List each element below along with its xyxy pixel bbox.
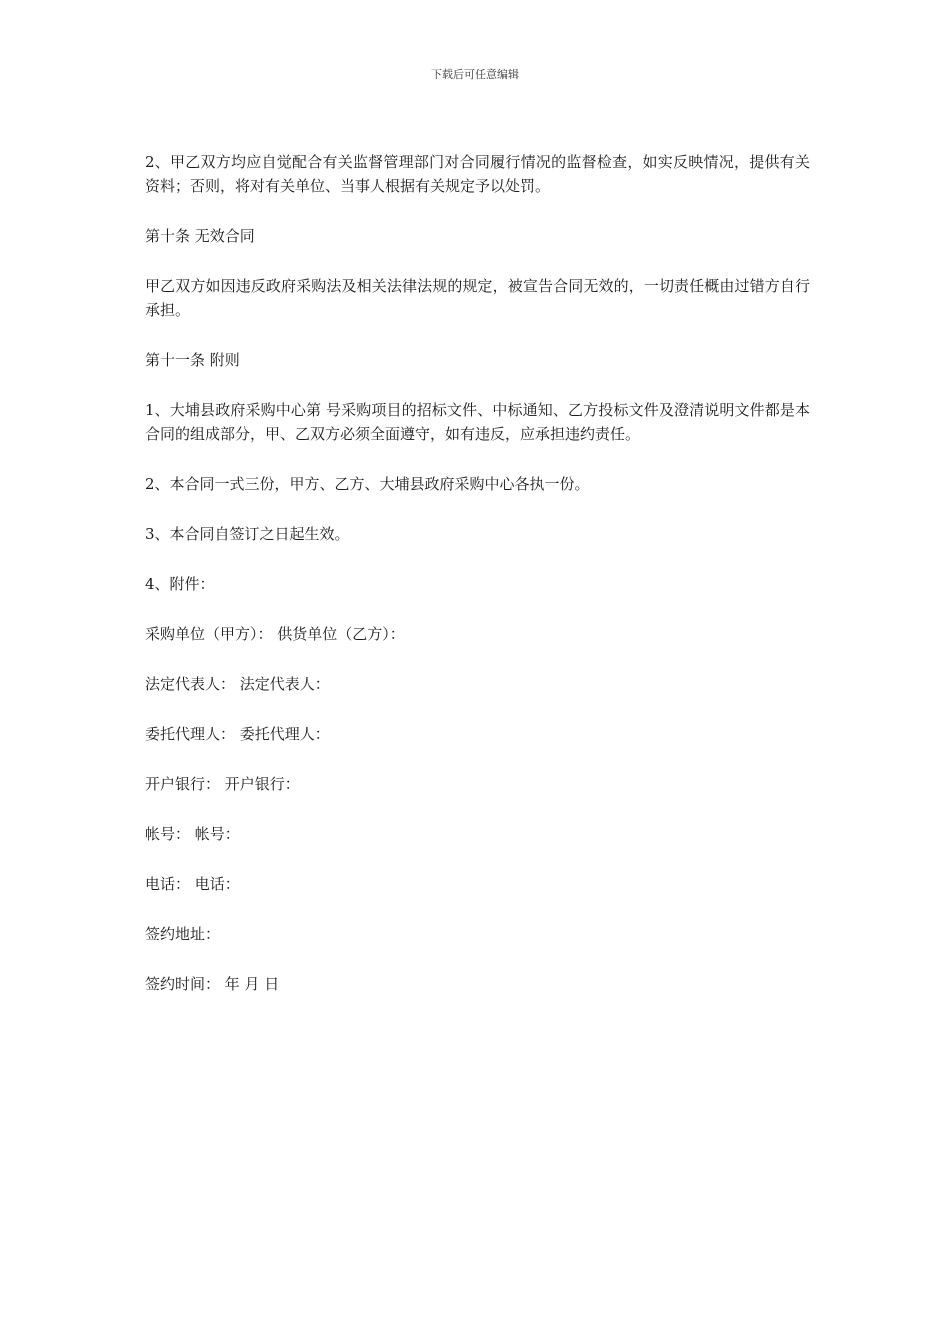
document-body: [145, 150, 810, 1022]
annex-clause-1: 1、大埔县政府采购中心第 号采购项目的招标文件、中标通知、乙方投标文件及澄清说明文件都是本合同的组成部分，甲、乙双方必须全面遵守，如有违反，应承担违约责任。: [145, 401, 810, 443]
account-line: 帐号： 帐号：: [145, 825, 240, 843]
signing-date-line: 签约时间： 年 月 日: [145, 975, 280, 993]
bank-line: 开户银行： 开户银行：: [145, 775, 300, 793]
annex-clause-4: 4、附件：: [145, 575, 215, 593]
clause-supervision-paragraph: 2、甲乙双方均应自觉配合有关监督管理部门对合同履行情况的监督检查，如实反映情况，提供有关资料；否则，将对有关单位、当事人根据有关规定予以处罚。: [145, 153, 810, 195]
phone-line: 电话： 电话：: [145, 875, 240, 893]
signing-address-line: 签约地址：: [145, 925, 221, 943]
page-header: 下载后可任意编辑: [431, 68, 519, 81]
article-eleven-heading: 第十一条 附则: [145, 351, 240, 369]
article-ten-heading: 第十条 无效合同: [145, 227, 255, 245]
invalid-contract-paragraph: 甲乙双方如因违反政府采购法及相关法律法规的规定，被宣告合同无效的，一切责任概由过错方自行承担。: [145, 277, 810, 319]
annex-clause-3: 3、本合同自签订之日起生效。: [145, 525, 350, 543]
annex-clause-2: 2、本合同一式三份，甲方、乙方、大埔县政府采购中心各执一份。: [145, 475, 590, 493]
authorized-agent-line: 委托代理人： 委托代理人：: [145, 725, 330, 743]
legal-representative-line: 法定代表人： 法定代表人：: [145, 675, 330, 693]
signature-parties-line: 采购单位（甲方）： 供货单位（乙方）：: [145, 625, 405, 643]
